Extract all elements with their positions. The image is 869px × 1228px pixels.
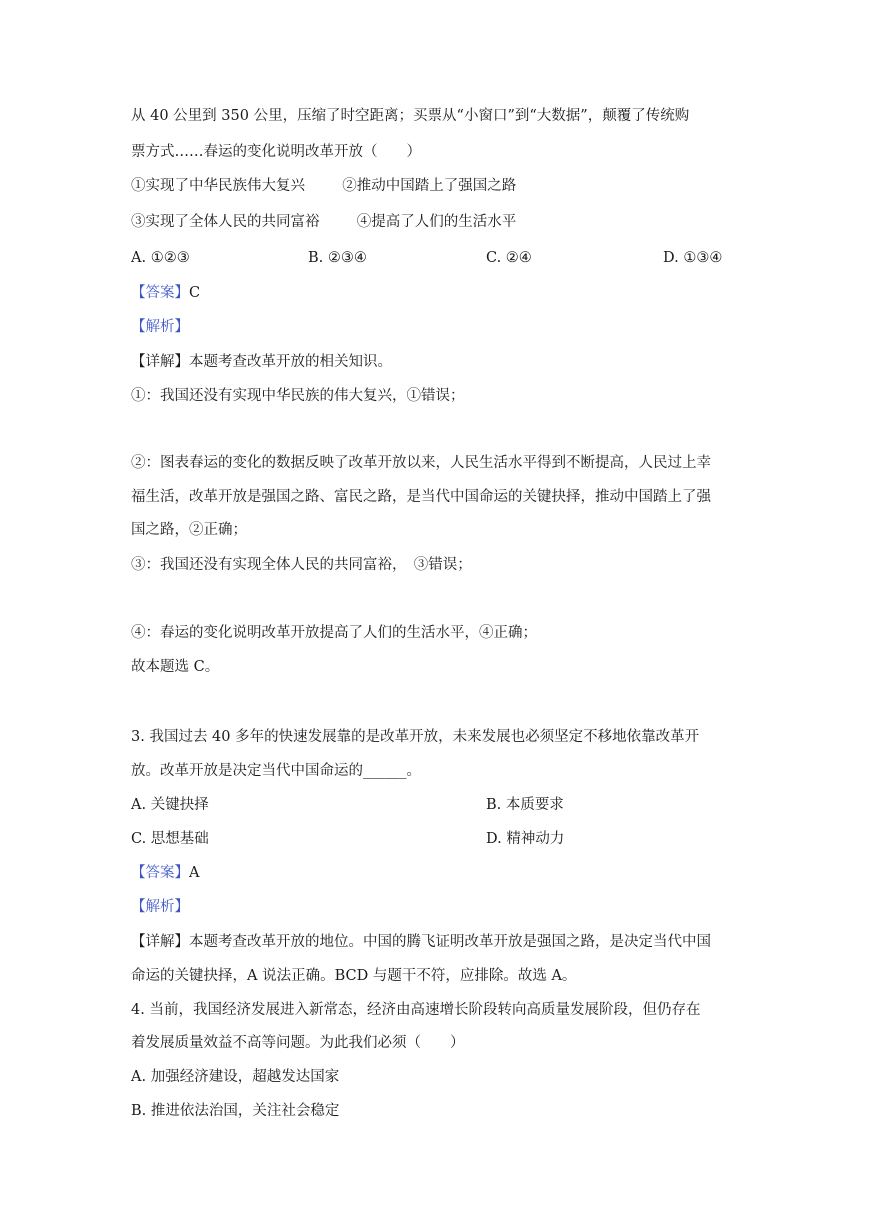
q3-stem-line2: 放。改革开放是决定当代中国命运的______。 — [131, 763, 421, 779]
q4-option-a: A. 加强经济建设，超越发达国家 — [131, 1069, 340, 1085]
q2-statements-row2 — [131, 212, 516, 232]
q2-option-a: A. ①②③ — [131, 250, 190, 266]
q2-analysis-tag: 【解析】 — [131, 319, 189, 335]
q2-stem-line2: 票方式……春运的变化说明改革开放（ ） — [131, 144, 421, 160]
answer-tag: 【答案】 — [131, 865, 189, 881]
q3-answer — [131, 863, 199, 883]
detail-tag: 【详解】 — [131, 934, 189, 950]
detail-text: 本题考查改革开放的相关知识。 — [189, 354, 392, 370]
q2-statements-row1 — [131, 176, 516, 196]
q2-statement-1: ①实现了中华民族伟大复兴 — [131, 178, 305, 194]
q2-explanation-1: ①：我国还没有实现中华民族的伟大复兴，①错误； — [131, 388, 465, 404]
q2-explanation-2-line1: ②：图表春运的变化的数据反映了改革开放以来，人民生活水平得到不断提高，人民过上幸 — [131, 455, 711, 471]
q3-detail-line2: 命运的关键抉择，A 说法正确。BCD 与题干不符，应排除。故选 A。 — [131, 968, 577, 984]
q2-detail — [131, 352, 392, 372]
q2-answer — [131, 283, 200, 303]
q2-explanation-3: ③：我国还没有实现全体人民的共同富裕， ③错误； — [131, 557, 472, 573]
q3-stem-line1: 3. 我国过去 40 多年的快速发展靠的是改革开放，未来发展也必须坚定不移地依靠改革开 — [131, 729, 700, 745]
q2-stem-line1: 从 40 公里到 350 公里，压缩了时空距离；买票从“小窗口”到“大数据”，颠覆了传统购 — [131, 108, 690, 124]
q2-option-b: B. ②③④ — [308, 250, 367, 266]
q2-statement-3: ③实现了全体人民的共同富裕 — [131, 214, 320, 230]
q3-analysis-tag: 【解析】 — [131, 899, 189, 915]
q3-detail-line1 — [131, 932, 711, 952]
answer-value: A — [189, 865, 200, 881]
q2-statement-2: ②推动中国踏上了强国之路 — [342, 178, 517, 194]
detail-tag: 【详解】 — [131, 354, 189, 370]
q2-explanation-2-line3: 国之路，②正确； — [131, 522, 247, 538]
q3-option-c: C. 思想基础 — [131, 831, 209, 847]
detail-text: 本题考查改革开放的地位。中国的腾飞证明改革开放是强国之路，是决定当代中国 — [189, 934, 711, 950]
q3-option-d: D. 精神动力 — [486, 831, 565, 847]
q2-explanation-2-line2: 福生活，改革开放是强国之路、富民之路，是当代中国命运的关键抉择，推动中国踏上了强 — [131, 489, 711, 505]
q4-option-b: B. 推进依法治国，关注社会稳定 — [131, 1103, 340, 1119]
q3-option-a: A. 关键抉择 — [131, 797, 209, 813]
q2-explanation-4: ④：春运的变化说明改革开放提高了人们的生活水平，④正确； — [131, 625, 537, 641]
answer-tag: 【答案】 — [131, 285, 189, 301]
q4-stem-line1: 4. 当前，我国经济发展进入新常态，经济由高速增长阶段转向高质量发展阶段，但仍存在 — [131, 1002, 701, 1018]
q2-conclusion: 故本题选 C。 — [131, 659, 220, 675]
q4-stem-line2: 着发展质量效益不高等问题。为此我们必须（ ） — [131, 1035, 465, 1051]
q2-statement-4: ④提高了人们的生活水平 — [356, 214, 517, 230]
q2-option-d: D. ①③④ — [663, 250, 723, 266]
answer-value: C — [189, 285, 201, 301]
q2-option-c: C. ②④ — [486, 250, 532, 266]
q3-option-b: B. 本质要求 — [486, 797, 564, 813]
